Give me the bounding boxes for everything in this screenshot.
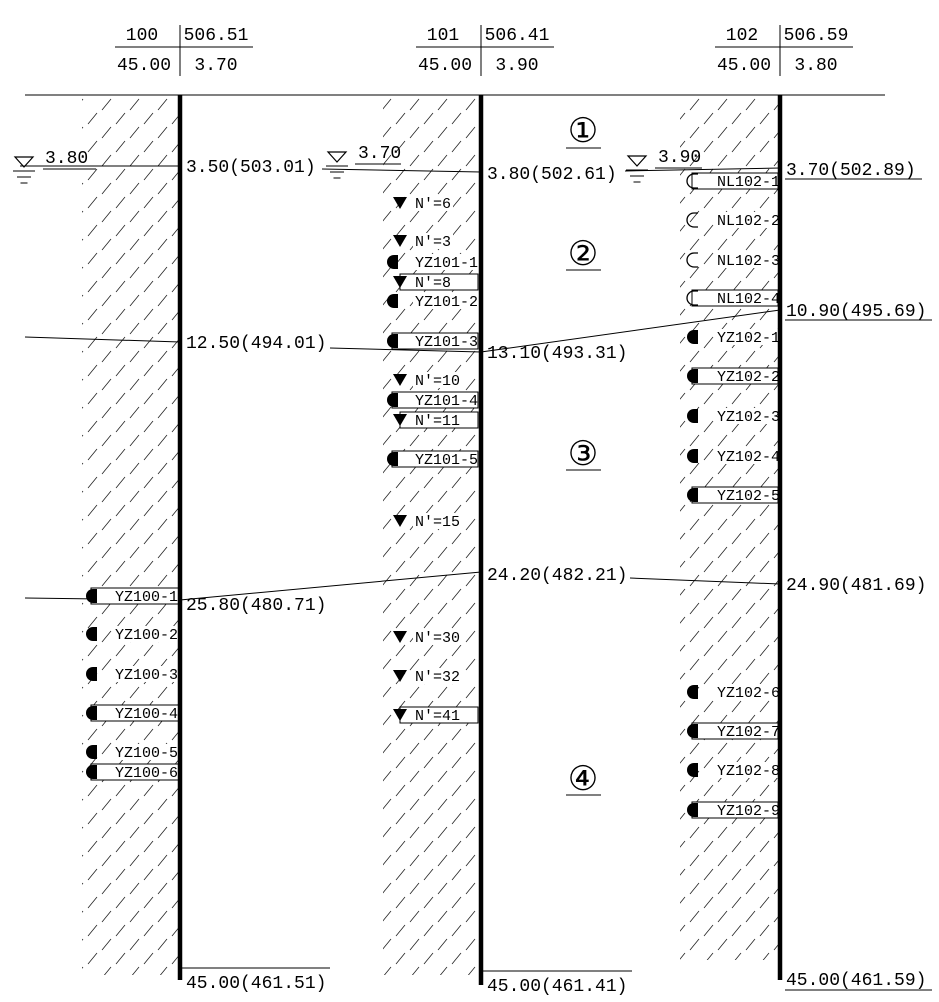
sample-label: YZ101-2: [415, 294, 479, 311]
borehole-elevation: 506.59: [783, 26, 849, 46]
layer-3-label: ③: [567, 434, 599, 474]
sample-marker: [687, 290, 780, 308]
water-level-icon: [328, 152, 346, 162]
sample-marker: [86, 705, 179, 723]
sample-label: N'=6: [415, 196, 452, 213]
sample-label: YZ102-1: [717, 330, 781, 347]
borehole-elevation: 506.41: [484, 26, 550, 46]
stratum-depth-label: 3.50(503.01): [186, 158, 316, 178]
sample-label: YZ100-5: [115, 745, 179, 762]
layer-1-label: ①: [567, 111, 599, 151]
sample-label: NL102-4: [717, 291, 781, 308]
stratum-depth-label: 25.80(480.71): [186, 596, 327, 616]
stratum-depth-label: 45.00(461.41): [487, 977, 628, 997]
sample-label: YZ100-2: [115, 627, 179, 644]
borehole-number: 100: [125, 26, 159, 46]
layer-4-label: ④: [567, 759, 599, 799]
sample-marker: [687, 368, 780, 386]
sample-marker: [687, 487, 780, 505]
stratum-depth-label: 3.80(502.61): [487, 165, 617, 185]
sample-label: YZ101-3: [415, 334, 479, 351]
stratum-depth-label: 24.90(481.69): [786, 576, 927, 596]
layer-2-label: ②: [567, 234, 599, 274]
sample-marker: [687, 723, 780, 741]
sample-marker: [86, 764, 179, 782]
sample-marker: [393, 707, 478, 725]
sample-label: N'=10: [415, 373, 461, 390]
stratum-depth-label: 3.70(502.89): [786, 161, 916, 181]
sample-marker: [687, 173, 780, 191]
borehole-number: 102: [725, 26, 759, 46]
stratum-depth-label: 10.90(495.69): [786, 302, 927, 322]
sample-marker: [387, 451, 478, 469]
sample-label: YZ101-4: [415, 393, 479, 410]
sample-label: N'=15: [415, 514, 461, 531]
boreholes-layer: [13, 25, 932, 997]
borehole-elevation: 506.51: [183, 26, 249, 46]
sample-label: YZ100-3: [115, 667, 179, 684]
layer-labels: [566, 111, 601, 799]
stratum-depth-labels: [180, 158, 330, 994]
sample-label: YZ101-1: [415, 255, 479, 272]
stratum-depth-labels: [481, 165, 632, 997]
soil-hatch-strip: [383, 97, 479, 975]
borehole-depth: 45.00: [417, 56, 473, 76]
soil-hatch-strip: [82, 97, 178, 975]
sample-marker: [393, 412, 478, 430]
water-level-value: 3.70: [358, 144, 402, 164]
water-level-value: 3.90: [658, 148, 702, 168]
sample-label: YZ102-3: [717, 409, 781, 426]
borehole-number: 101: [426, 26, 460, 46]
sample-marker: [387, 392, 478, 410]
borehole-water-depth: 3.70: [194, 56, 238, 76]
sample-label: YZ102-5: [717, 488, 781, 505]
borehole-water-depth: 3.90: [495, 56, 539, 76]
sample-label: NL102-2: [717, 213, 781, 230]
borehole-header: [715, 25, 853, 76]
stratum-depth-label: 13.10(493.31): [487, 344, 628, 364]
sample-label: YZ102-7: [717, 724, 781, 741]
borehole-header: [115, 25, 253, 76]
stratum-depth-label: 45.00(461.51): [186, 974, 327, 994]
stratum-depth-label: 24.20(482.21): [487, 566, 628, 586]
sample-marker: [387, 333, 478, 351]
sample-label: YZ100-4: [115, 706, 179, 723]
water-level-value: 3.80: [45, 149, 89, 169]
sample-label: YZ102-2: [717, 369, 781, 386]
sample-label: N'=11: [415, 413, 461, 430]
sample-label: NL102-1: [717, 174, 781, 191]
sample-label: YZ102-8: [717, 763, 781, 780]
sample-label: YZ100-6: [115, 765, 179, 782]
borehole-water-depth: 3.80: [794, 56, 838, 76]
stratum-depth-label: 12.50(494.01): [186, 334, 327, 354]
sample-label: N'=8: [415, 275, 452, 292]
sample-marker: [393, 274, 478, 292]
stratum-depth-labels: [785, 161, 932, 991]
borehole-101: [326, 25, 632, 997]
sample-label: N'=41: [415, 708, 461, 725]
sample-marker: [86, 588, 179, 606]
sample-label: YZ102-9: [717, 803, 781, 820]
borehole-depth: 45.00: [716, 56, 772, 76]
stratum-depth-label: 45.00(461.59): [786, 971, 927, 991]
borehole-depth: 45.00: [116, 56, 172, 76]
sample-marker: [687, 802, 780, 820]
sample-label: YZ102-6: [717, 685, 781, 702]
sample-label: N'=30: [415, 630, 461, 647]
sample-label: YZ101-5: [415, 452, 479, 469]
sample-label: N'=3: [415, 234, 452, 251]
sample-label: YZ100-1: [115, 589, 179, 606]
borehole-header: [416, 25, 554, 76]
sample-label: N'=32: [415, 669, 461, 686]
sample-label: YZ102-4: [717, 449, 781, 466]
sample-label: NL102-3: [717, 253, 781, 270]
water-level-icon: [628, 156, 646, 166]
